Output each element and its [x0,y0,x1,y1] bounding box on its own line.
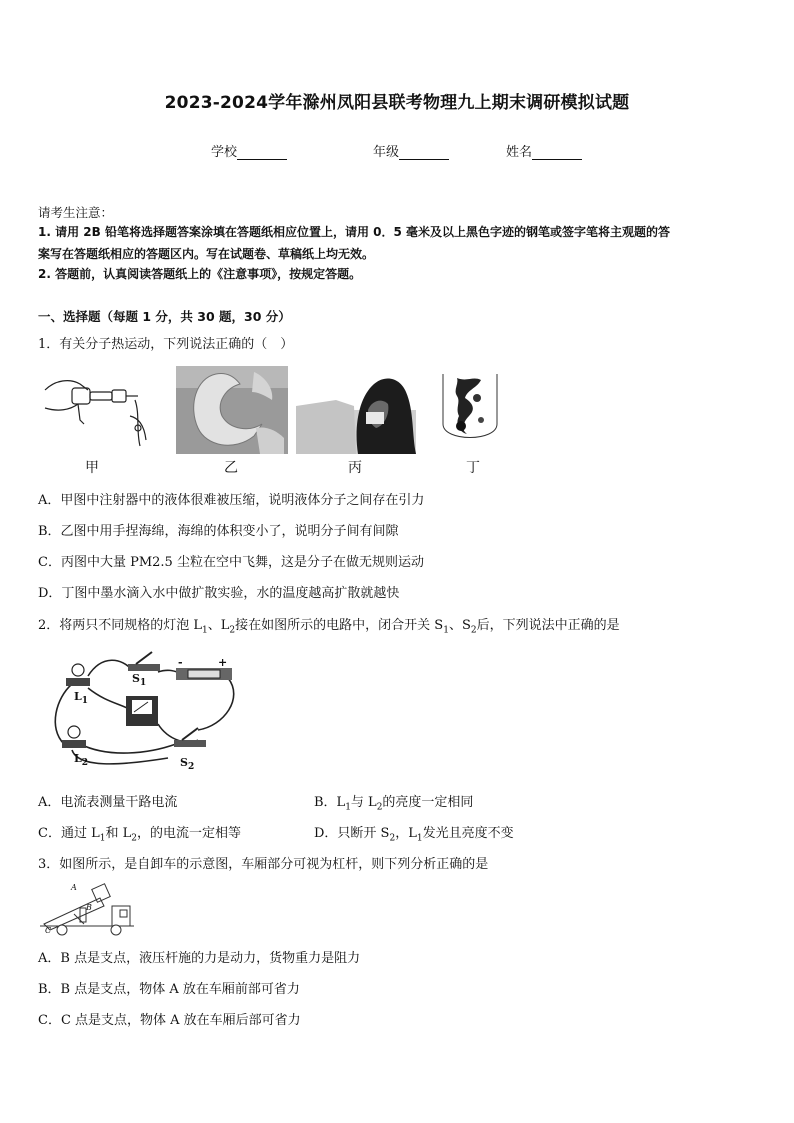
label-l1: $L_1$ [74,690,88,707]
ammeter-icon [126,696,158,726]
notice-item2: 2. 答题前，认真阅读答题纸上的《注意事项》，按规定答题。 [38,267,362,281]
q1-option-b[interactable]: B．乙图中用手捏海绵，海绵的体积变小了，说明分子间有间隙 [38,524,399,539]
label-s2: $S_2$ [180,756,195,773]
q1-option-a[interactable]: A．甲图中注射器中的液体很难被压缩，说明液体分子之间存在引力 [38,493,425,508]
name-field [506,141,582,160]
school-label: 学校 [211,145,238,160]
notice-heading: 请考生注意： [38,205,114,220]
switch-s2-icon [174,728,206,747]
q1-figure-ding [437,368,503,452]
q2-sub: 1 [443,625,449,636]
q2-sub: 1 [202,625,208,636]
bulb-l2-icon [62,726,86,748]
q1-option-d[interactable]: D．丁图中墨水滴入水中做扩散实验，水的温度越高扩散就越快 [38,586,400,601]
school-blank[interactable] [237,145,287,160]
page-title: 2023-2024学年滁州凤阳县联考物理九上期末调研模拟试题 [164,93,630,113]
grade-field [373,141,449,160]
q2-stem [38,614,620,636]
q1-caption-jia: 甲 [85,460,99,476]
q1-caption-yi: 乙 [224,460,238,476]
q3-stem: 3．如图所示，是自卸车的示意图，车厢部分可视为杠杆，则下列分析正确的是 [38,857,489,872]
battery-icon [176,668,232,680]
notice-item1-line1: 1. 请用 2B 铅笔将选择题答案涂填在答题纸相应位置上，请用 0．5 毫米及以上黑色字迹的钢笔或签字笔将主观题的答 [38,225,670,239]
school-field [211,141,287,160]
q1-photo-bing [296,370,416,454]
q2-option-b[interactable]: B．$L_1$与 $L_2$的亮度一定相同 [314,795,474,813]
name-label: 姓名 [506,145,533,160]
q2-stem-part: 、S [448,618,471,633]
q2-stem-part: 后，下列说法中正确的是 [476,618,620,633]
fig-label-a: A [71,883,77,892]
q2-stem-part: 2．将两只不同规格的灯泡 L [38,618,203,633]
q2-option-a[interactable]: A．电流表测量干路电流 [38,795,178,810]
q2-sub: 2 [470,625,477,636]
q1-option-c[interactable]: C．丙图中大量 PM2.5 尘粒在空中飞舞，这是分子在做无规则运动 [38,555,424,570]
grade-blank[interactable] [399,145,449,160]
notice-item1-line2: 案写在答题纸相应的答题区内。写在试题卷、草稿纸上均无效。 [38,247,375,261]
q2-option-c[interactable]: C．通过 $L_1$和 $L_2$，的电流一定相等 [38,826,241,844]
wheel-icon [111,925,121,935]
q3-option-b[interactable]: B．B 点是支点，物体 A 放在车厢前部可省力 [38,982,300,997]
q2-stem-part: 接在如图所示的电路中，闭合开关 S [235,618,444,633]
label-plus: + [218,656,228,669]
q2-option-d[interactable]: D．只断开 $S_2$，$L_1$发光且亮度不变 [314,826,514,844]
q1-caption-bing: 丙 [348,460,362,476]
q3-option-c[interactable]: C．C 点是支点，物体 A 放在车厢后部可省力 [38,1013,301,1028]
q1-figure-jia [40,368,160,454]
label-minus: - [178,656,183,669]
bulb-l1-icon [66,664,90,686]
wheel-icon [57,925,67,935]
switch-s1-icon [128,652,160,671]
q1-photo-yi [176,366,288,454]
name-blank[interactable] [532,145,582,160]
label-l2: $L_2$ [74,752,88,769]
q2-sub: 2 [229,625,236,636]
grade-label: 年级 [373,145,400,160]
q2-stem-part: 、L [207,618,230,633]
fig-label-b: B [86,903,92,912]
section-heading: 一、选择题（每题 1 分，共 30 题，30 分） [38,309,291,324]
fig-label-c: C [45,926,52,935]
label-s1: $S_1$ [132,672,147,689]
q1-stem: 1．有关分子热运动，下列说法正确的（ ） [38,337,294,352]
q3-option-a[interactable]: A．B 点是支点，液压杆施的力是动力，货物重力是阻力 [38,951,361,966]
q1-caption-ding: 丁 [466,460,480,476]
